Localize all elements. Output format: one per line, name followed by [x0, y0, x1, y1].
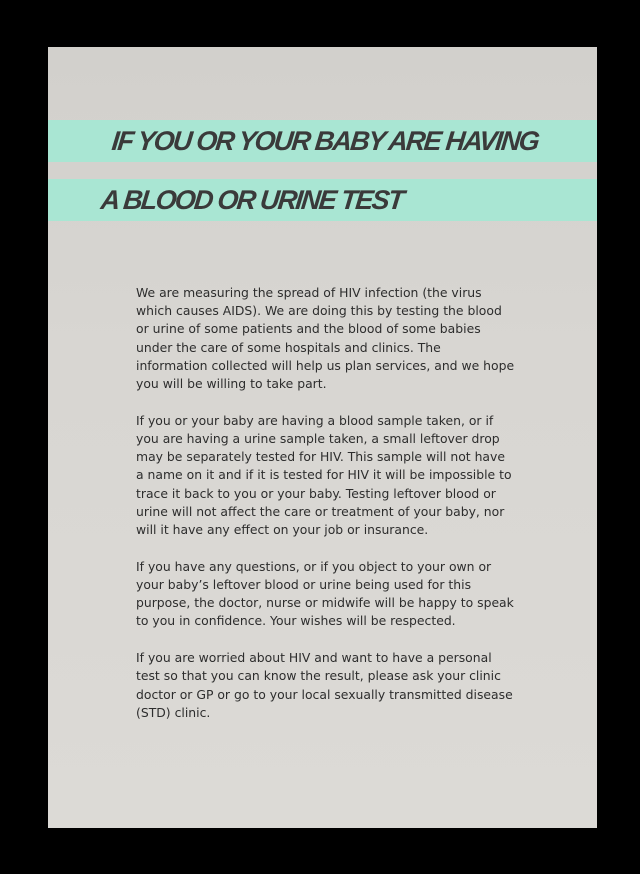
leaflet-page	[48, 47, 597, 828]
leaflet-body	[136, 284, 516, 741]
headline-line-2: A BLOOD OR URINE TEST	[99, 185, 405, 215]
paragraph-sample: If you or your baby are having a blood sample taken, or if you are having a urine sample taken, a small leftover drop may be separately tested for HIV. This sample will not have a name on it and if it is tested for HIV it will be impossible to trace it back to you or your baby. Testing leftover blood or urine will not affect the care or treatment of your baby, nor will it have any effect on your job or insurance.	[136, 412, 512, 538]
paragraph-intro: We are measuring the spread of HIV infection (the virus which causes AIDS). We are doing this by testing the blood or urine of some patients and the blood of some babies under the care of some hospitals and clinics. The information collected will help us plan services, and we hope you will be willing to take part.	[136, 285, 515, 392]
paragraph-personal-test: If you are worried about HIV and want to have a personal test so that you can know the result, please ask your clinic doctor or GP or go to your local sexually transmitted disease (STD) clinic.	[136, 650, 513, 720]
headline-line-1: IF YOU OR YOUR BABY ARE HAVING	[110, 126, 540, 156]
paragraph-questions: If you have any questions, or if you object to your own or your baby’s leftover blood or urine being used for this purpose, the doctor, nurse or midwife will be happy to speak to you in confidence. Your wishes will be respected.	[136, 558, 514, 629]
